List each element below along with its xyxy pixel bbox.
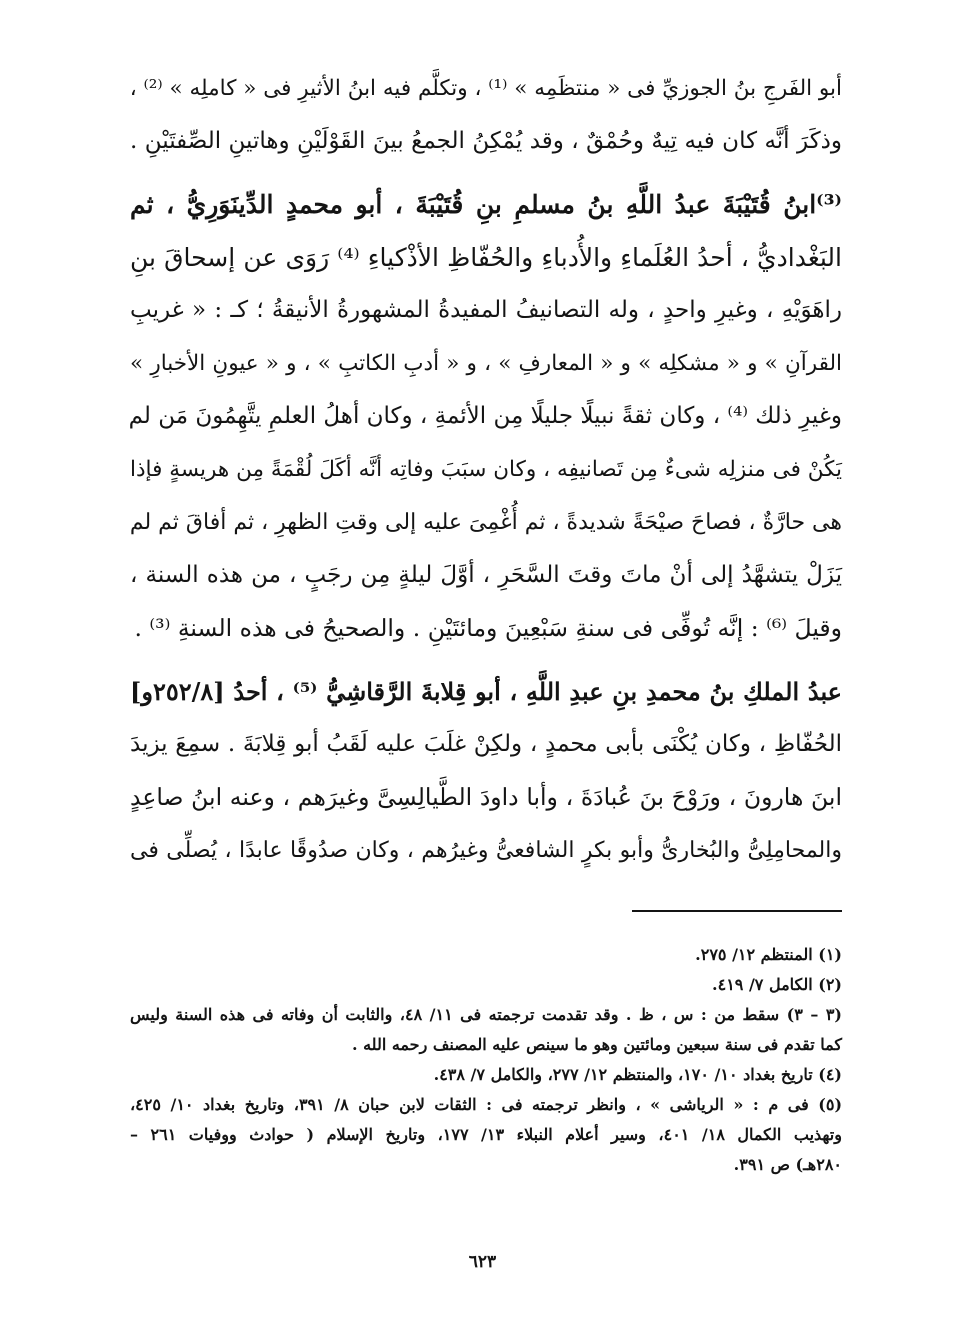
- main-text: [130, 62, 842, 887]
- footnote-continuation: ٢٨٠هـ) ص ٣٩١.: [733, 1155, 842, 1174]
- footnotes: [130, 940, 842, 1180]
- page-number: ٦٢٣: [468, 1252, 497, 1272]
- text-line: البَغْداديُّ ، أحدُ العُلَماءِ والأُدباءِ والحُفّاظِ الأذْكياءِ ⁽⁴⁾ رَوَى عن إسحاقَ بنِ: [130, 243, 842, 272]
- footnote-continuation: وتهذيب الكمال ١٨/ ٤٠١، وسير أعلام النبلاء ١٣/ ١٧٧، وتاريخ الإسلام ( حوادث ووفيات ٢٦١ –: [130, 1125, 842, 1144]
- entry-heading-line: ⁽³⁾ابنُ قُتَيْبَةَ عبدُ اللَّهِ بنُ مسلمِ بنِ قُتَيْبَةَ ، أبو محمدٍ الدِّينَوَرِيُّ ، ثم: [130, 190, 842, 219]
- text-line: ابنَ هارونَ ، ورَوْحَ بنَ عُبادَةَ ، وأبا داودَ الطَّيالِسِىَّ وغيرَهم ، وعنه ابنُ صاعِدٍ: [130, 783, 842, 811]
- footnote: (١) المنتظم ١٢/ ٢٧٥.: [695, 945, 842, 964]
- footnote: (٤) تاريخ بغداد ١٠/ ١٧٠، والمنتظم ١٢/ ٢٧٧، والكامل ٧/ ٤٣٨.: [433, 1065, 842, 1084]
- footnote: (٣ – ٣) سقط من : س ، ظ . وقد تقدمت ترجمته فى ١١/ ٤٨، والثابت أن وفاته فى هذه السنة وليس: [130, 1005, 842, 1024]
- text-line: والمحامِلِىُّ والبُخارىُّ وأبو بكرٍ الشافعىُّ وغيرُهم ، وكان صدُوقًا عابدًا ، يُصلِّى فى: [130, 838, 842, 863]
- text-line: الحُفّاظِ ، وكان يُكْنَى بأبى محمدٍ ، ولكِنْ غلَبَ عليه لَقَبُ أبو قِلابَةَ . سمِعَ يزيدَ: [130, 731, 842, 757]
- footnote: (٢) الكامل ٧/ ٤١٩.: [712, 975, 842, 994]
- text-line: وقيلَ ⁽⁶⁾ : إنَّه تُوفِّى فى سنةِ سَبْعِينَ ومائتَيْنِ . والصحيحُ فى هذه السنةِ ⁽³⁾ .: [134, 614, 842, 642]
- entry-heading-line: عبدُ الملكِ بنُ محمدِ بنِ عبدِ اللَّهِ ، أبو قِلابةَ الرَّقاشِيُّ ⁽⁵⁾ ، أحدُ [٢٥٢/٨و]: [130, 677, 843, 706]
- paragraph-1: [130, 62, 842, 168]
- text-line: راهَوَيْهِ ، وغيرِ واحدٍ ، وله التصانيفُ المفيدةُ المشهورةُ الأنيقةُ ؛ كـ : « غريبِ: [130, 297, 842, 323]
- text-line: هى حارَّةٌ ، فصاحَ صيْحَةً شديدةً ، ثم أُغْمِىَ عليه إلى وقتِ الظهرِ ، ثم أفاقَ ثم لم: [129, 510, 842, 535]
- text-line: وذكَرَ أنَّه كان فيه تِيهٌ وحُمْقٌ ، وقد يُمْكِنُ الجمعُ بينَ القَوْلَيْنِ وهاتينِ الصِّفتَيْنِ .: [130, 128, 842, 154]
- footnote: (٥) فى م : « الرياشى » ، وانظر ترجمته فى : الثقات لابن حبان ٨/ ٣٩١، وتاريخ بغداد ١٠/ ٤٢٥،: [130, 1095, 843, 1114]
- footnote-separator: [632, 910, 842, 912]
- text-line: وغيرِ ذلك ⁽⁴⁾ ، وكان ثقةً نبيلًا جليلًا مِن الأئمةِ ، وكان أهلُ العلمِ يتَّهِمُونَ مَن لم: [128, 403, 842, 429]
- text-line: يَكُنْ فى منزلِه شىءٌ مِن تَصانيفِه ، وكان سبَبَ وفاتِه أنَّه أكَلَ لُقْمَةً مِن هريسةٍ فإذا: [130, 457, 842, 482]
- text-line: أبو الفَرجِ بنُ الجوزيِّ فى « منتظَمِه » ⁽¹⁾ ، وتكلَّم فيه ابنُ الأثيرِ فى « كاملِه » ⁽²⁾ ،: [129, 76, 842, 101]
- paragraph-ibn-qutayba: [130, 178, 842, 655]
- text-line: القرآنِ » و « مشكلِه » و « المعارفِ » ، و « أدبِ الكاتبِ » ، و « عيونِ الأخبارِ »: [130, 351, 842, 376]
- paragraph-abu-qilaba: [130, 665, 842, 877]
- footnote-continuation: كما تقدم فى سنة سبعين ومائتين وهو ما سينص عليه المصنف رحمه الله .: [351, 1035, 842, 1054]
- text-line: يَزَلْ يتشهَّدُ إلى أنْ ماتَ وقتَ السَّحَرِ ، أوَّلَ ليلةٍ مِن رجَبٍ ، من هذه السنة ،: [130, 562, 842, 588]
